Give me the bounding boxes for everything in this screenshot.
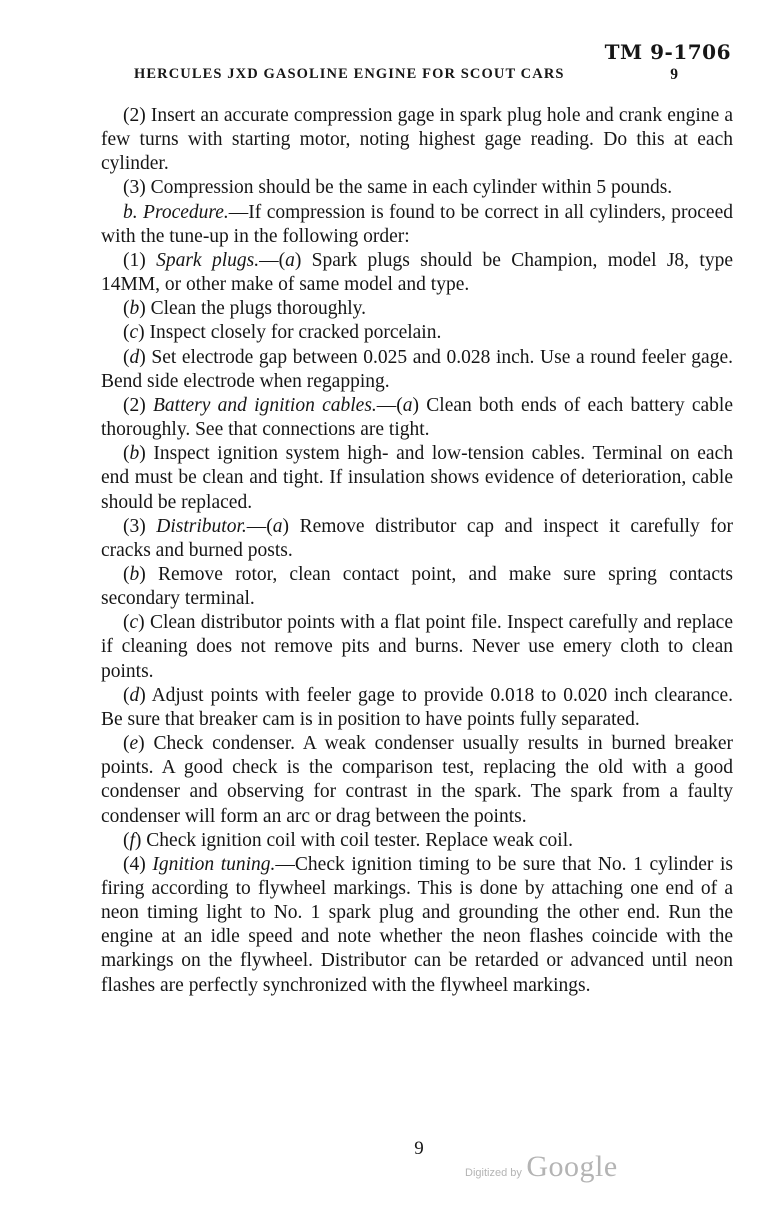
paragraph-p8 (101, 394, 733, 442)
paragraph-segment: ) Remove rotor, clean contact point, and make sure spring contacts secondary terminal. (101, 563, 733, 610)
paragraph-segment: (2) (123, 394, 153, 416)
paragraph-segment: —Check ignition timing to be sure that No. 1 cylinder is firing according to flywheel markings. This is done by attaching one end of a neon timing light to No. 1 spark plug and grounding the other end. Run the engine at an idle speed and note whether the neon flashes coincide with the markings on the flywheel. Distributor can be retarded or advanced until neon flashes are perfectly synchronized with the flywheel markings. (101, 853, 733, 996)
paragraph-p3 (101, 201, 733, 249)
paragraph-segment: —( (259, 249, 286, 271)
paragraph-segment: d (129, 684, 140, 706)
paragraph-segment: ( (123, 612, 130, 634)
paragraph-segment: —( (246, 515, 273, 537)
paragraph-p15 (101, 829, 733, 853)
paragraph-segment: ( (123, 684, 130, 706)
paragraph-segment: Distributor. (156, 515, 247, 537)
paragraph-p10 (101, 515, 733, 563)
digitized-watermark (465, 1150, 618, 1184)
running-title: HERCULES JXD GASOLINE ENGINE FOR SCOUT CARS (134, 66, 565, 82)
paragraph-p13 (101, 684, 733, 732)
document-id: TM 9-1706 (604, 40, 731, 64)
paragraph-p5 (101, 297, 733, 321)
paragraph-segment: —( (376, 394, 403, 416)
paragraph-segment: ) Check condenser. A weak condenser usually results in burned breaker points. A good check is the comparison test, replacing the old with a good condenser and observing for contrast in the spark. The spark from a faulty condenser will form an arc or drag between the points. (101, 733, 733, 827)
paragraph-segment: b (129, 443, 140, 465)
paragraph-p2 (101, 176, 733, 200)
paragraph-segment: ) Remove distributor cap and inspect it carefully for cracks and burned posts. (101, 515, 733, 561)
paragraph-segment: Ignition tuning. (152, 853, 276, 875)
paragraph-segment: a (272, 515, 283, 537)
paragraph-segment: ( (123, 322, 130, 344)
page-number-bottom: 9 (414, 1138, 424, 1159)
page-number-top: 9 (670, 66, 678, 83)
watermark-prefix: Digitized by (465, 1167, 522, 1179)
paragraph-p1 (101, 104, 733, 176)
paragraph-p4 (101, 249, 733, 297)
paragraph-segment: a (285, 249, 295, 271)
paragraph-segment: ) Inspect ignition system high- and low-tension cables. Terminal on each end must be clean and tight. If insulation shows evidence of deterioration, cable should be replaced. (101, 443, 733, 513)
paragraph-segment: ) Clean the plugs thoroughly. (139, 298, 366, 320)
paragraph-p7 (101, 346, 733, 394)
paragraph-segment: ) Set electrode gap between 0.025 and 0.028 inch. Use a round feeler gage. Bend side electrode when regapping. (101, 346, 733, 392)
paragraph-segment: (3) Compression should be the same in each cylinder within 5 pounds. (123, 177, 673, 199)
paragraph-segment: ( (123, 443, 130, 465)
google-logo: Google (526, 1150, 618, 1183)
paragraph-segment: c (129, 612, 139, 634)
paragraph-segment: Battery and ignition cables. (153, 394, 377, 416)
paragraph-p12 (101, 611, 733, 683)
paragraph-segment: ( (123, 829, 130, 851)
paragraph-p14 (101, 732, 733, 829)
paragraph-segment: Spark plugs. (156, 249, 260, 271)
paragraph-segment: a (402, 394, 413, 416)
paragraph-segment: —If compression is found to be correct in all cylinders, proceed with the tune-up in the following order: (101, 201, 733, 247)
paragraph-segment: ) Spark plugs should be Champion, model J8, type 14MM, or other make of same model and type. (101, 249, 733, 296)
paragraph-segment: ) Clean distributor points with a flat point file. Inspect carefully and replace if cleaning does not remove pits and burns. Never use emery cloth to clean points. (101, 612, 733, 682)
paragraph-segment: d (129, 346, 140, 368)
paragraph-segment: (2) Insert an accurate compression gage in spark plug hole and crank engine a few turns with starting motor, noting highest gage reading. Do this at each cylinder. (101, 105, 733, 175)
paragraph-segment: (3) (123, 515, 157, 537)
paragraph-segment: ) Check ignition coil with coil tester. Replace weak coil. (134, 829, 574, 851)
paragraph-segment: ( (123, 298, 130, 320)
paragraph-segment: ( (123, 346, 130, 368)
body-text (101, 104, 733, 998)
paragraph-segment: ( (123, 733, 130, 755)
paragraph-p9 (101, 442, 733, 514)
paragraph-p11 (101, 563, 733, 611)
paragraph-p6 (101, 321, 733, 345)
paragraph-segment: ) Inspect closely for cracked porcelain. (138, 322, 442, 344)
paragraph-segment: (1) (123, 249, 157, 271)
paragraph-segment: b (129, 298, 140, 320)
paragraph-segment: ) Adjust points with feeler gage to provide 0.018 to 0.020 inch clearance. Be sure that breaker cam is in position to have points fully separated. (101, 684, 733, 730)
paragraph-segment: ( (123, 563, 130, 585)
paragraph-segment: c (129, 322, 139, 344)
paragraph-p16 (101, 853, 733, 998)
paragraph-segment: b. Procedure. (123, 201, 229, 223)
paragraph-segment: e (129, 733, 139, 755)
paragraph-segment: ) Clean both ends of each battery cable thoroughly. See that connections are tight. (101, 394, 733, 441)
paragraph-segment: f (129, 829, 135, 851)
paragraph-segment: b (129, 563, 140, 585)
paragraph-segment: (4) (123, 853, 153, 875)
